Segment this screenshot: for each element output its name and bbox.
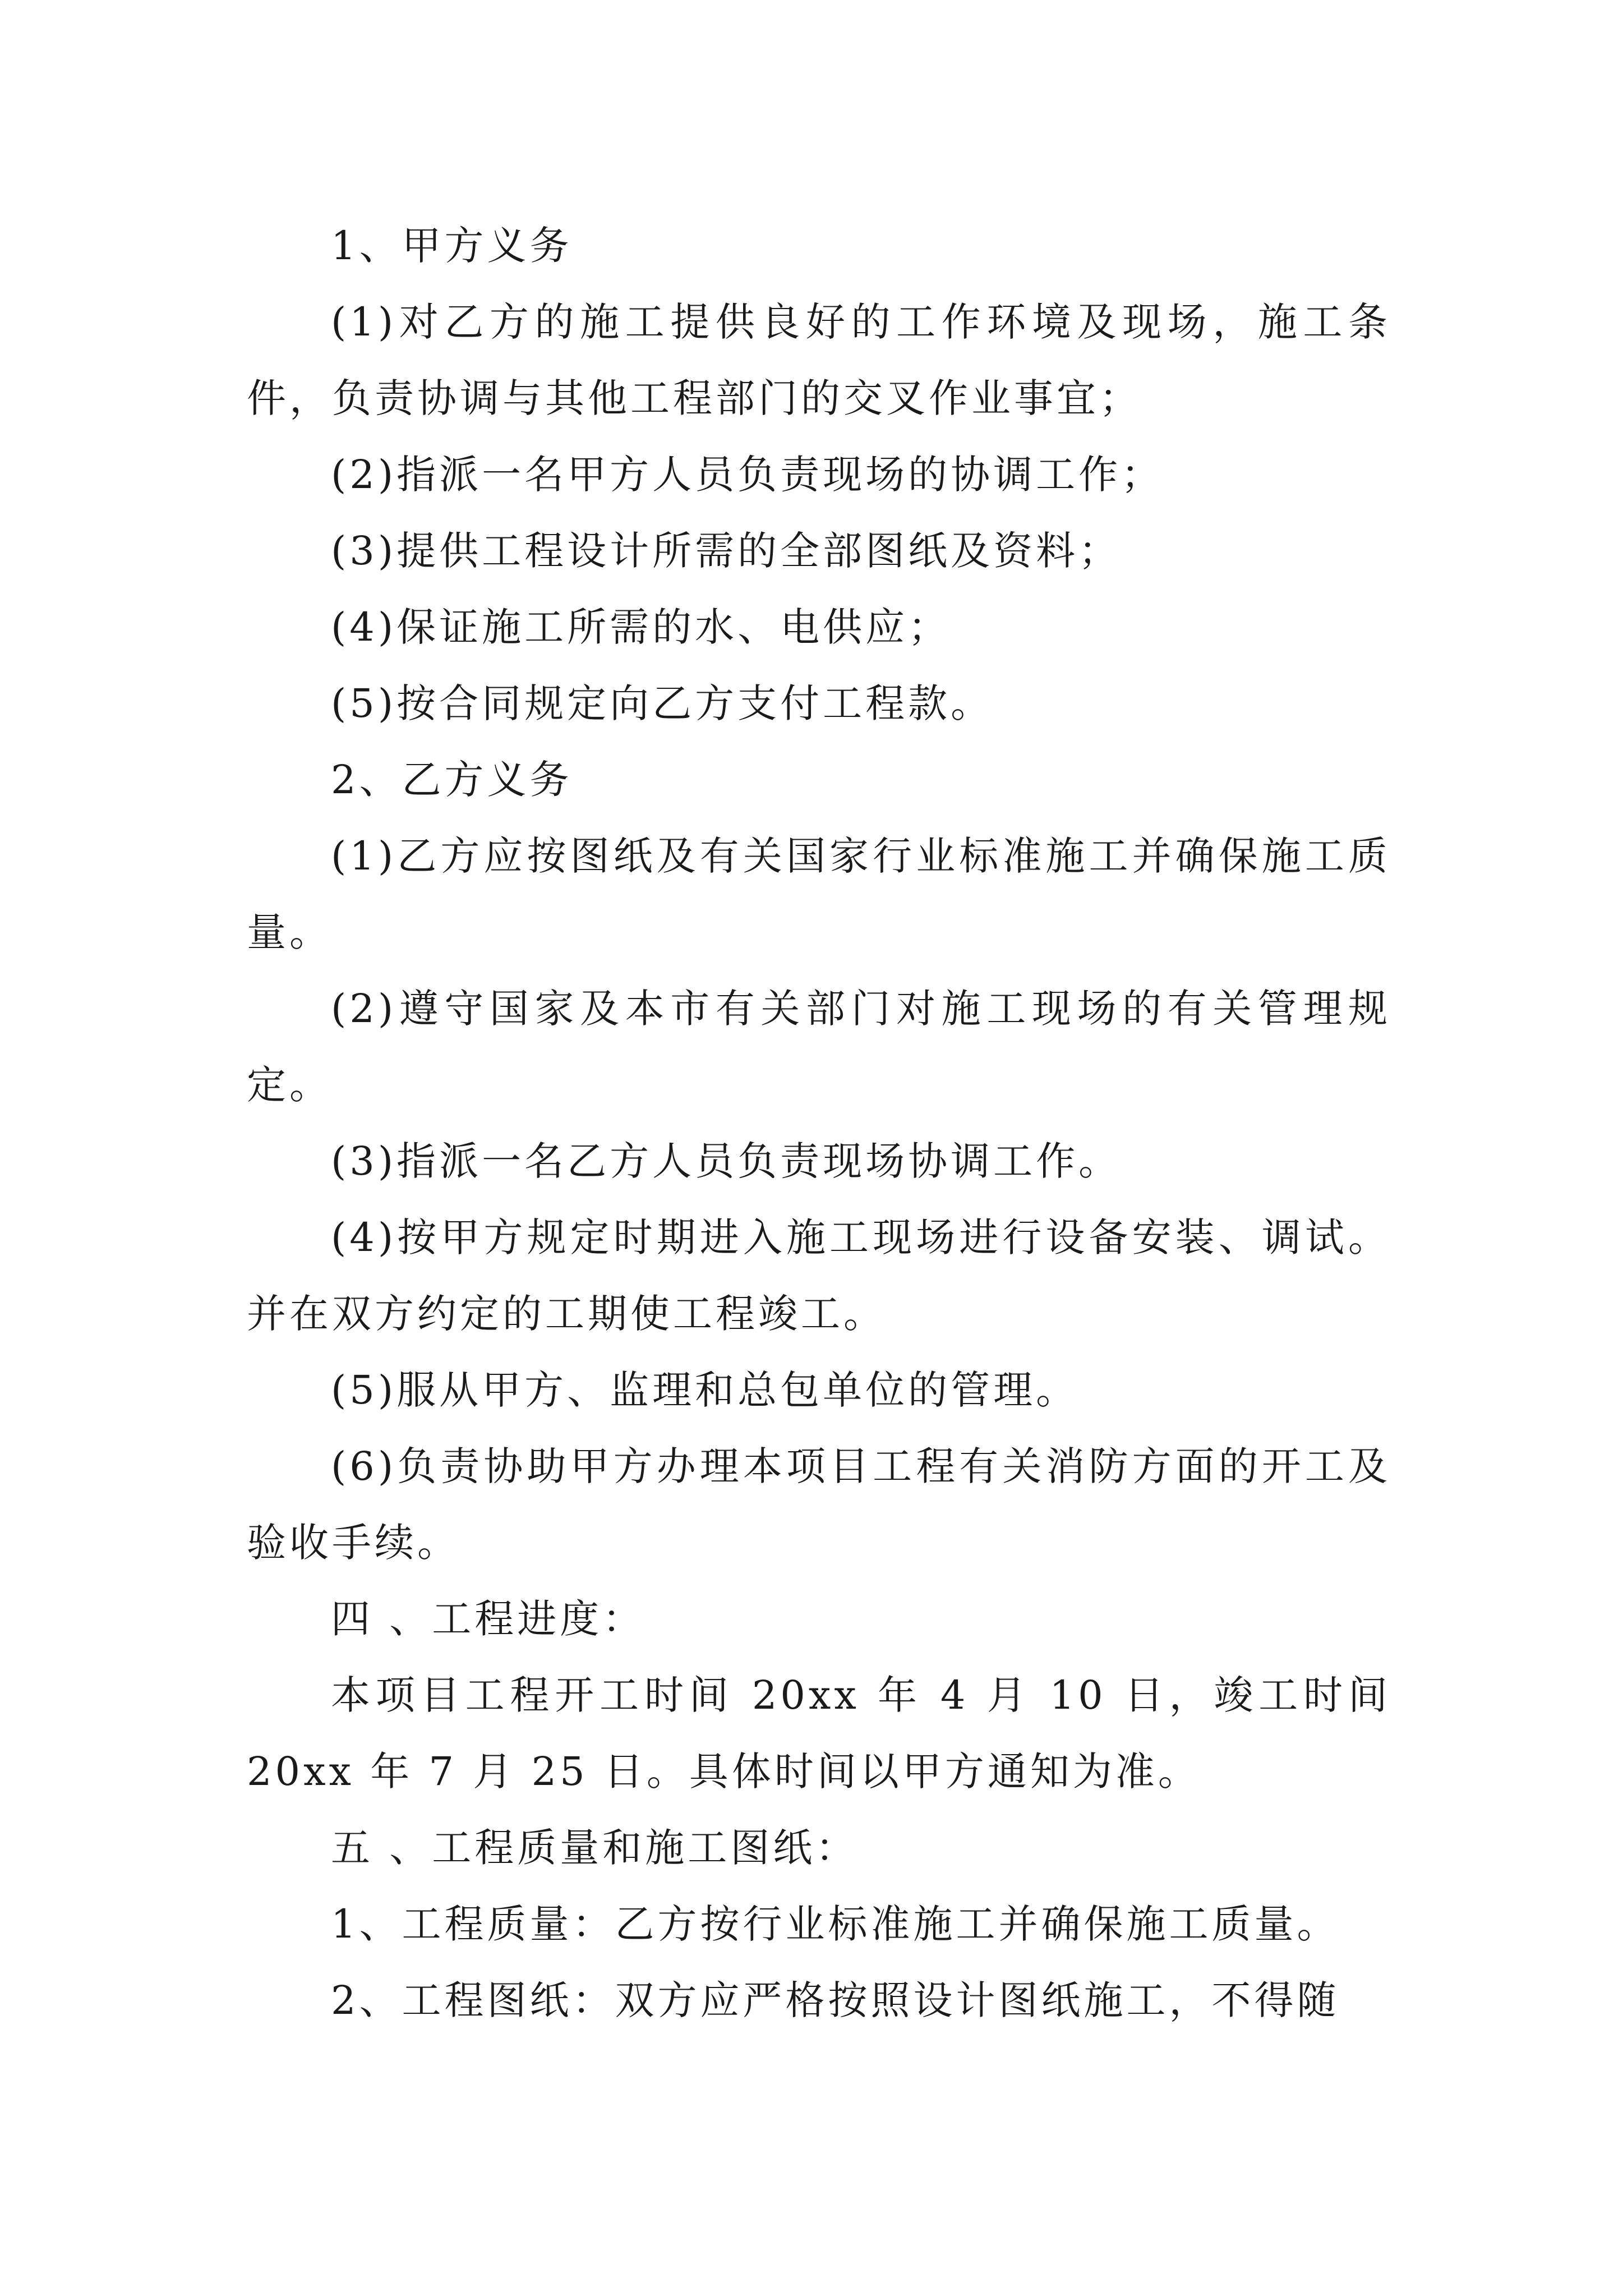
- section-heading-quality-drawings: 五 、工程质量和施工图纸：: [331, 1825, 859, 1871]
- paragraph-b-duty-3: (3)指派一名乙方人员负责现场协调工作。: [331, 1138, 1122, 1184]
- paragraph-b-duty-6: (6)负责协助甲方办理本项目工程有关消防方面的开工及验收手续。: [247, 1443, 1391, 1566]
- paragraph-a-duty-5: (5)按合同规定向乙方支付工程款。: [331, 680, 994, 726]
- paragraph-b-duty-4: (4)按甲方规定时期进入施工现场进行设备安装、调试。并在双方约定的工期使工程竣工。: [247, 1214, 1391, 1337]
- paragraph-party-b-duties-heading: 2、乙方义务: [331, 757, 573, 803]
- paragraph-b-duty-5: (5)服从甲方、监理和总包单位的管理。: [331, 1367, 1079, 1413]
- paragraph-a-duty-3: (3)提供工程设计所需的全部图纸及资料；: [331, 528, 1122, 574]
- paragraph-b-duty-1: (1)乙方应按图纸及有关国家行业标准施工并确保施工质量。: [247, 833, 1391, 955]
- paragraph-a-duty-4: (4)保证施工所需的水、电供应；: [331, 604, 951, 650]
- paragraph-drawings: 2、工程图纸：双方应严格按照设计图纸施工，不得随: [331, 1977, 1340, 2023]
- paragraph-party-a-duties-heading: 1、甲方义务: [331, 223, 573, 269]
- document-body: [247, 208, 1407, 2039]
- paragraph-b-duty-2: (2)遵守国家及本市有关部门对施工现场的有关管理规定。: [247, 986, 1391, 1108]
- paragraph-a-duty-1: (1)对乙方的施工提供良好的工作环境及现场，施工条件，负责协调与其他工程部门的交叉作业事宜；: [247, 299, 1391, 421]
- paragraph-a-duty-2: (2)指派一名甲方人员负责现场的协调工作；: [331, 452, 1164, 498]
- paragraph-quality: 1、工程质量：乙方按行业标准施工并确保施工质量。: [331, 1901, 1340, 1947]
- paragraph-schedule: 本项目工程开工时间 20xx 年 4 月 10 日，竣工时间 20xx 年 7 月 25 日。具体时间以甲方通知为准。: [247, 1672, 1407, 1795]
- section-heading-schedule: 四 、工程进度：: [331, 1596, 645, 1642]
